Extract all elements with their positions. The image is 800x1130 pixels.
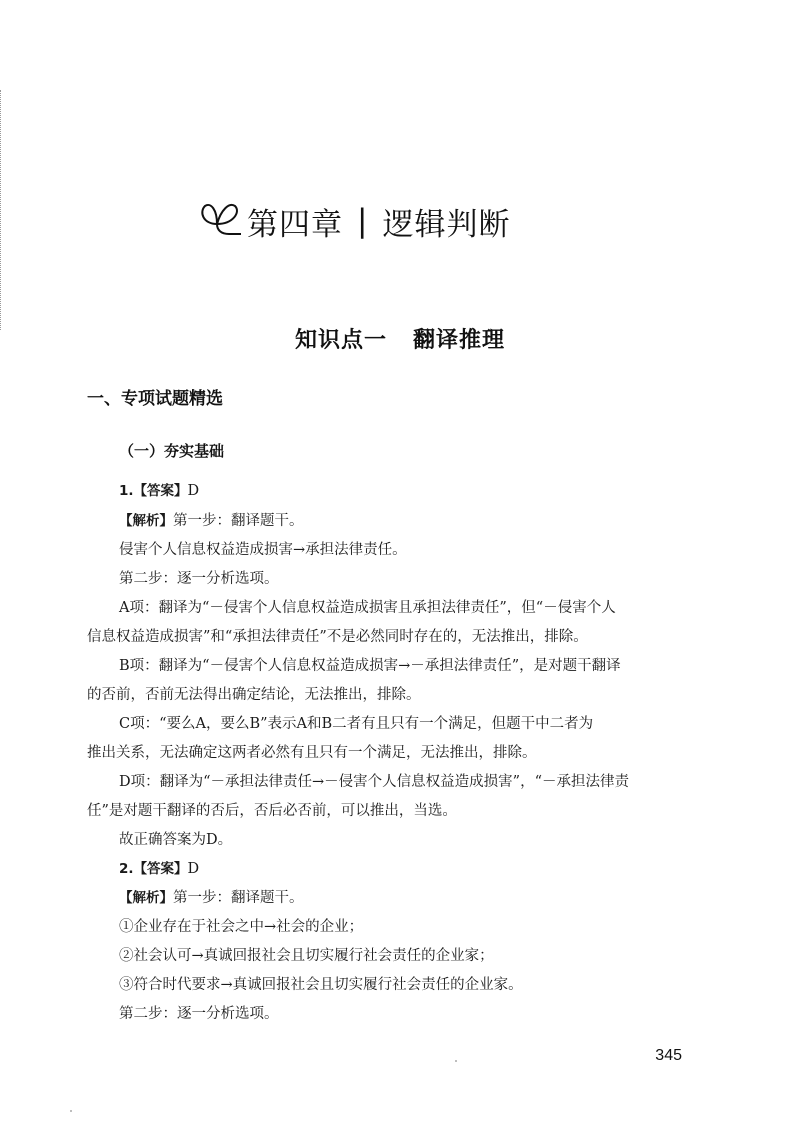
- answer-line-1: 1.【答案】D: [119, 483, 200, 499]
- body-line: 第二步：逐一分析选项。: [119, 1006, 279, 1022]
- body-line: 侵害个人信息权益造成损害→承担法律责任。: [119, 542, 407, 558]
- knowledge-point-number: 知识点一: [294, 328, 387, 353]
- body-line: 推出关系，无法确定这两者必然有且只有一个满足，无法推出，排除。: [87, 745, 537, 761]
- body-line: 的否前，否前无法得出确定结论，无法推出，排除。: [87, 687, 421, 703]
- chapter-subtitle: 逻辑判断: [382, 206, 511, 243]
- body-line: 信息权益造成损害”和“承担法律责任”不是必然同时存在的，无法推出，排除。: [87, 629, 588, 645]
- analysis-label-line-2: 【解析】第一步：翻译题干。: [119, 890, 304, 906]
- chapter-separator: |: [357, 203, 369, 239]
- option-c-line: C项：“要么A，要么B”表示A和B二者有且只有一个满足，但题干中二者为: [119, 716, 594, 732]
- sprout-icon: [195, 198, 243, 244]
- body-line: 第二步：逐一分析选项。: [119, 571, 279, 587]
- option-a-line: A项：翻译为“－侵害个人信息权益造成损害且承担法律责任”，但“－侵害个人: [119, 600, 616, 616]
- subsection-title: （一）夯实基础: [119, 442, 225, 460]
- body-line: 任”是对题干翻译的否后，否后必否前，可以推出，当选。: [87, 803, 457, 819]
- analysis-label-line-1: 【解析】第一步：翻译题干。: [119, 513, 304, 529]
- knowledge-point-name: 翻译推理: [413, 328, 506, 353]
- knowledge-point-heading: [0, 323, 800, 354]
- answer-line-2: 2.【答案】D: [119, 861, 200, 877]
- section-title: 一、专项试题精选: [87, 389, 223, 409]
- premise-line-1: ①企业存在于社会之中→社会的企业；: [119, 919, 364, 935]
- premise-line-2: ②社会认可→真诚回报社会且切实履行社会责任的企业家；: [119, 948, 494, 964]
- conclusion-line: 故正确答案为D。: [119, 832, 233, 848]
- scan-speck: [70, 1110, 72, 1112]
- scan-speck: [455, 1060, 457, 1062]
- chapter-heading: [195, 198, 510, 244]
- scan-edge-mark: [0, 90, 9, 330]
- option-d-line: D项：翻译为“－承担法律责任→－侵害个人信息权益造成损害”，“－承担法律责: [119, 774, 630, 790]
- premise-line-3: ③符合时代要求→真诚回报社会且切实履行社会责任的企业家。: [119, 977, 523, 993]
- page-number: 345: [655, 1047, 682, 1064]
- chapter-title: 第四章: [247, 206, 343, 243]
- option-b-line: B项：翻译为“－侵害个人信息权益造成损害→－承担法律责任”，是对题干翻译: [119, 658, 621, 674]
